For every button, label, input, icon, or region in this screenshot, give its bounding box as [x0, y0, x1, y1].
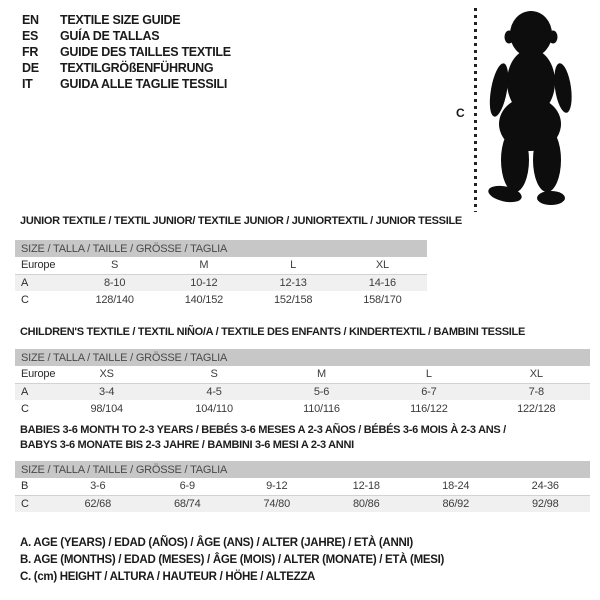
size-cell: 128/140 [95, 293, 134, 306]
size-cell: 74/80 [263, 497, 291, 510]
size-cell: S [160, 366, 267, 383]
size-cell: 86/92 [442, 497, 470, 510]
children-table-title: CHILDREN'S TEXTILE / TEXTIL NIÑO/A / TEXTILE DES ENFANTS / KINDERTEXTIL / BAMBINI TESSILE [20, 326, 525, 338]
table-row [15, 495, 590, 512]
size-cell: 14-16 [368, 276, 396, 289]
language-title-list [22, 12, 231, 92]
size-cell: 9-12 [232, 478, 322, 495]
language-row-fr [22, 44, 231, 60]
height-marker-label: C [456, 106, 465, 120]
language-code: ES [22, 29, 39, 43]
size-cell: 68/74 [173, 497, 201, 510]
babies-table-title [20, 423, 506, 453]
size-cell: 5-6 [313, 385, 330, 398]
table-row [15, 257, 427, 274]
size-cell: 3-6 [53, 478, 143, 495]
size-cell: 6-9 [143, 478, 233, 495]
size-header-bar: SIZE / TALLA / TAILLE / GRÖSSE / TAGLIA [15, 240, 427, 257]
size-cell: 116/122 [410, 402, 448, 415]
size-cell: 3-4 [99, 385, 115, 398]
legend-notes [20, 537, 444, 588]
language-code: IT [22, 77, 33, 91]
table-row [15, 383, 590, 400]
table-row [15, 366, 590, 383]
junior-table-title: JUNIOR TEXTILE / TEXTIL JUNIOR/ TEXTILE JUNIOR / JUNIORTEXTIL / JUNIOR TESSILE [20, 215, 462, 227]
size-cell: 140/152 [184, 293, 224, 306]
size-cell: 80/86 [352, 497, 380, 510]
size-cell: M [159, 257, 248, 274]
language-row-de [22, 60, 231, 76]
size-cell: 98/104 [90, 402, 123, 415]
size-cell: 122/128 [517, 402, 556, 415]
size-cell: 4-5 [206, 385, 222, 398]
babies-table-title-line1: BABIES 3-6 MONTH TO 2-3 YEARS / BEBÉS 3-6 MESES A 2-3 AÑOS / BÉBÉS 3-6 MOIS À 2-3 ANS / [20, 424, 506, 436]
row-label-cell: C [21, 402, 29, 415]
language-row-es [22, 28, 231, 44]
size-cell: 92/98 [531, 497, 559, 510]
junior-size-table [15, 240, 427, 308]
size-cell: L [375, 366, 482, 383]
table-row [15, 291, 427, 308]
babies-table-title-line2: BABYS 3-6 MONATE BIS 2-3 JAHRE / BAMBINI 3-6 MESI A 2-3 ANNI [20, 439, 354, 451]
size-header-bar: SIZE / TALLA / TAILLE / GRÖSSE / TAGLIA [15, 461, 590, 478]
size-cell: 7-8 [528, 385, 544, 398]
size-cell: 24-36 [501, 478, 591, 495]
language-row-en [22, 12, 231, 28]
size-cell: 12-18 [322, 478, 412, 495]
row-label-cell: B [15, 478, 53, 495]
height-dotted-line [474, 8, 477, 212]
size-cell: XS [53, 366, 160, 383]
baby-silhouette-image [483, 8, 579, 208]
size-cell: 12-13 [279, 276, 307, 289]
language-code: EN [22, 13, 39, 27]
language-title: GUIDE DES TAILLES TEXTILE [60, 45, 231, 59]
size-cell: XL [338, 257, 427, 274]
size-cell: 62/68 [84, 497, 112, 510]
table-row [15, 400, 590, 417]
language-row-it [22, 76, 231, 92]
size-cell: 8-10 [104, 276, 126, 289]
row-label-cell: A [21, 385, 29, 398]
note-c: C. (cm) HEIGHT / ALTURA / HAUTEUR / HÖHE / ALTEZZA [20, 571, 316, 583]
table-row [15, 274, 427, 291]
size-cell: M [268, 366, 375, 383]
language-code: DE [22, 61, 39, 75]
language-code: FR [22, 45, 39, 59]
row-label-cell: A [21, 276, 29, 289]
size-header-bar: SIZE / TALLA / TAILLE / GRÖSSE / TAGLIA [15, 349, 590, 366]
row-label-cell: C [21, 497, 29, 510]
row-label-cell: Europe [15, 257, 70, 274]
table-row [15, 478, 590, 495]
language-title: GUIDA ALLE TAGLIE TESSILI [60, 77, 228, 91]
note-a: A. AGE (YEARS) / EDAD (AÑOS) / ÂGE (ANS) / ALTER (JAHRE) / ETÀ (ANNI) [20, 537, 413, 549]
size-cell: 10-12 [190, 276, 218, 289]
size-cell: L [249, 257, 338, 274]
size-cell: 18-24 [411, 478, 501, 495]
size-cell: 110/116 [303, 402, 340, 415]
language-title: TEXTILE SIZE GUIDE [60, 13, 181, 27]
row-label-cell: Europe [15, 366, 53, 383]
note-b: B. AGE (MONTHS) / EDAD (MESES) / ÂGE (MOIS) / ALTER (MONATE) / ETÀ (MESI) [20, 554, 445, 566]
size-cell: 6-7 [421, 385, 437, 398]
language-title: TEXTILGRÖßENFÜHRUNG [60, 61, 214, 75]
children-size-table [15, 349, 590, 417]
size-cell: 158/170 [363, 293, 402, 306]
language-title: GUÍA DE TALLAS [60, 29, 160, 43]
size-cell: XL [483, 366, 590, 383]
size-cell: 152/158 [273, 293, 313, 306]
babies-size-table [15, 461, 590, 512]
size-cell: 104/110 [195, 402, 233, 415]
row-label-cell: C [21, 293, 29, 306]
size-cell: S [70, 257, 159, 274]
